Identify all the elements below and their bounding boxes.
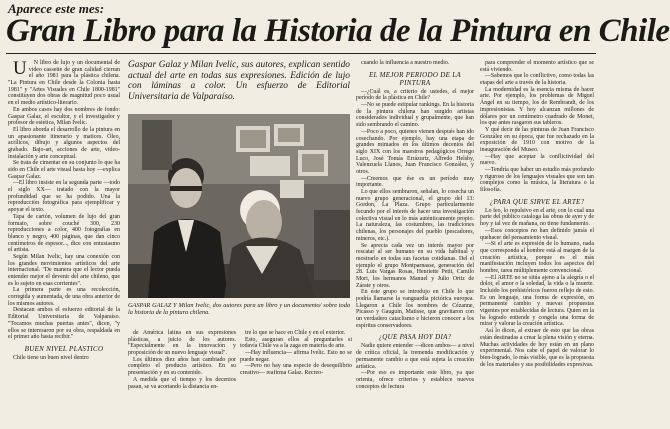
subhead: EL MEJOR PERIODO DE LA PINTURA	[368, 70, 461, 87]
deck: Gaspar Galaz y Milan Ivelic, sus autores, explican sentido actual del arte en todas sus expresiones. Edición de lujo con láminas a color. Un esfuerzo de Editorial Universitaria de Valparaíso.	[128, 60, 350, 102]
paragraph: —Creemos que ése es un período muy importante.	[356, 175, 474, 189]
column-4	[356, 60, 474, 426]
paragraph: —¿Cuál es, a criterio de ustedes, el mejor período de la plástica en Chile?	[356, 88, 474, 102]
headline: Gran Libro para la Historia de la Pintura en Chile	[6, 13, 670, 49]
column-1	[8, 60, 120, 426]
paragraph: La modernidad es la esencia misma de hacer arte. Por ejemplo, los problemas de Miguel Ángel en su tiempo, los de Rembrandt, de los impresionistas. Y hoy alcanzan millones de dólares por un centímetro cuadrado de Monet, los que antes rasgaron sus tableros.	[480, 86, 594, 127]
column-3	[240, 330, 352, 426]
paragraph: Se trata de cimentar en su conjunto lo que ha sido en Chile el arte visual hasta hoy —explica Gaspar Galaz.	[8, 160, 120, 180]
paragraph: —Hay que aceptar la conflictividad del nuevo.	[480, 153, 594, 167]
paragraph: Nadie quiere entender —dicen ambos— a nivel de crítica oficial, la tremenda modificación y permanente cambio a que está sujeta la creación artística.	[356, 343, 474, 370]
paragraph: —Sabemos que lo conflictivo, como todas las etapas del arte a través de la historia.	[480, 73, 594, 87]
paragraph: Chile tiene un buen nivel dentro	[13, 354, 89, 361]
paragraph: En ambos casos hay dos nombres de fondo: Gaspar Galaz, el escultor, y el investigador y profesor de estética, Milan Ivelic.	[8, 106, 120, 127]
paragraph: Esto, aseguran ellos al preguntarles si todavía Chile va a la zaga en materia de arte.	[240, 336, 352, 350]
paragraph: tre lo que se hace en Chile y en el exterior.	[245, 330, 346, 336]
headline-rule	[6, 53, 596, 54]
paragraph: Lo que ellos sembraron, señalan, lo cosecha un nuevo grupo generacional, el grupo del 13: Gordon, La Plaza. Grupo particularmente fecundo por el interés de hacer una investigación colectiva visual en lo más auténticamente propio. La naturaleza, las costumbres, las tradiciones chilenas, los personajes del pueblo (pescadores, mineros, etc.).	[356, 189, 474, 242]
paragraph: —Esos conceptos no han definido jamás el quehacer del pensamiento visual.	[480, 227, 594, 241]
paragraph: Se aprecia cada vez un interés mayor por rescatar al ser humano en su vida habitual y mostrarlo en todas sus facetas cotidianas. Del el ejemplo el grupo Montparnasse, generación del 28. Luis Vargas Rosas, Henriette Petit, Camilo Mori, los hermanos Manuel y Julio Ortiz de Zárate y otros.	[356, 242, 474, 289]
photo-image	[128, 114, 350, 298]
paragraph: Según Milan Ivelic, hay una conexión con los grandes movimientos artísticos del arte internacional. "De manera que el lector pueda entender mejor el devenir del arte chileno, que es lo sujeto en esas corrientes".	[8, 253, 120, 287]
paragraph: —Por eso es importante este libro, ya que orienta, ofrece criterios y establece nuevos conceptos de lectura	[356, 370, 474, 390]
paragraph: Y qué decir de las pinturas de Juan Francisco González en su época, que fue rechazado en la exposición de 1910 con motivo de la inauguración del Museo.	[480, 126, 594, 153]
paragraph: —Si el arte es expresión de lo humano, nada que corresponda al hombre está al margen de la creación artística, porque es el más manifestación incluyen todos los aspectos del hombre, tarea múltiplemente convencional.	[480, 241, 594, 274]
photo-caption: GASPAR GALAZ Y Milan Ivelic, dos autores para un libro y un documento/ sobre toda la historia de la pintura chilena.	[128, 302, 350, 317]
column-2	[128, 330, 236, 426]
subhead: ¿PARA QUE SIRVE EL ARTE?	[489, 197, 585, 206]
paragraph: UN libro de lujo y un documental de video cassette de gran calidad cierran el año 1981 para la plástica chilena. "La Pintura en Chile desde la Colonia hasta 1981" y "Artes Visuales en Chile 1800-1981" constituyen dos obras de magnitud poco usual en el medio artístico-literario.	[8, 58, 120, 107]
paragraph: Destacan ambos el esfuerzo editorial de la Editorial Universitaria de Valparaíso. "Tocamos muchas puertas antes", dicen, "y ellos se interesaron por su obra, respaldada en el primer año hasta recibir."	[8, 307, 120, 341]
paragraph: para comprender el momento artístico que se está viviendo.	[480, 60, 594, 73]
kicker: Aparece este mes:	[8, 1, 105, 16]
photo-authors	[128, 114, 350, 298]
paragraph: —Pero no hay una especie de desequilibrio creativo— reafirma Galaz. Recreo-	[240, 363, 352, 377]
paragraph: Tapa de cartón, volumen de lujo del gran formato, sobre couché 300, 230 reproducciones a color, 400 fotografías en blanco y negro, 400 páginas, que dan cinco centímetros de espesor..., dice con entusiasmo el artista.	[8, 213, 120, 254]
paragraph: Lo feo, lo repulsivo en el arte, con lo cual una parte del público cataloga las obras de ayer y de hoy y tal vez de mañana, no tiene fundamento.	[480, 207, 594, 228]
paragraph: cuando la influencia a nuestro medio.	[361, 60, 450, 66]
column-5	[480, 60, 594, 426]
paragraph: —Tendría que haber un estudio más profundo y riguroso de los lenguajes visuales que son tan complejos como la música, la literatura o la filosofía.	[480, 167, 594, 194]
paragraph: —No se puede estipular rankings. En la historia de la pintura chilena han surgido artistas considerados individual y grupalmente, que han sido sembrando el camino.	[356, 102, 474, 129]
paragraph: —Hay influencia— afirma Ivelic. Esto no se puede negar.	[240, 350, 352, 363]
paragraph: —Poco a poco, quienes vienen después han ido cosechando. Por ejemplo, hay una etapa de grandes mimados en los últimos decenios del siglo XIX con los maestros pedagógicos Orrego Luco, José Tomás Errázuriz, Alfredo Helsby, Valenzuela Llanos, Juan Francisco González, y otros.	[356, 128, 474, 175]
paragraph: —El libro insiste en la segunda parte —todo el siglo XX— tratado con la mayor profundidad que se ha podido. Una la reproducción fotográfica para ejemplificar y apoyar el texto.	[8, 180, 120, 214]
subhead: BUEN NIVEL PLASTICO	[24, 344, 104, 353]
paragraph: —El ARTE no se sitúa ajeno a la alegría o el dolor, el amor o la soledad, la vida o la muerte. Incluido los prehistóricos fueron reflejo de esto. Es un lenguaje, una forma de expresión, en permanente cambio y nuevas propuestas vigentes por establecidas de lectura. Quien en la ha logrado entiende y congela una forma de mirar y valorar la creación artística.	[480, 274, 594, 328]
paragraph: Los últimos diez años han cambiado por completo el producto artístico. En su presentación y en su contenido.	[128, 356, 236, 377]
paragraph: La primera parte es una recolección, corregida y aumentada, de una obra anterior de los mismos autores.	[8, 287, 120, 307]
paragraph: A medida que el tiempo y los decenios pasan, se va acortando la distancia en-	[128, 376, 236, 390]
subhead: ¿QUE PASA HOY DIA?	[378, 333, 452, 342]
paragraph: de América latina en sus expresiones plásticas, a juicio de los autores. "Especialmente en la innovación y proposición de un nuevo lenguaje visual".	[128, 330, 236, 357]
paragraph: El libro aborda el desarrollo de la pintura en un apasionante itinerario y matices. Óleo, acrílicos, dibujo y algunos aspectos del grabado. Bajo-art, acciones de arte, video-instalación y arte conceptual.	[8, 126, 120, 160]
paragraph: Así lo dicen, al extraer de esto que las obras están destinadas a crear la plena visión y eterna. Muchas actividades de hoy están en un plano experimental. Nos cabe el papel de valorar lo bien-logrado, lo más visible, que es la propuesta de los materiales y sus posibilidades expresivas.	[480, 328, 594, 368]
paragraph: En este grupo se introdujo en Chile lo que podría llamarse la vanguardia pictórica europea. Llegaron a Chile los nombres de Cézanne, Picasso y Gauguin, Matisse, que gravitaron con un verdadero cataclismo e hicieron conocer a los espíritus conservadores.	[356, 289, 474, 329]
